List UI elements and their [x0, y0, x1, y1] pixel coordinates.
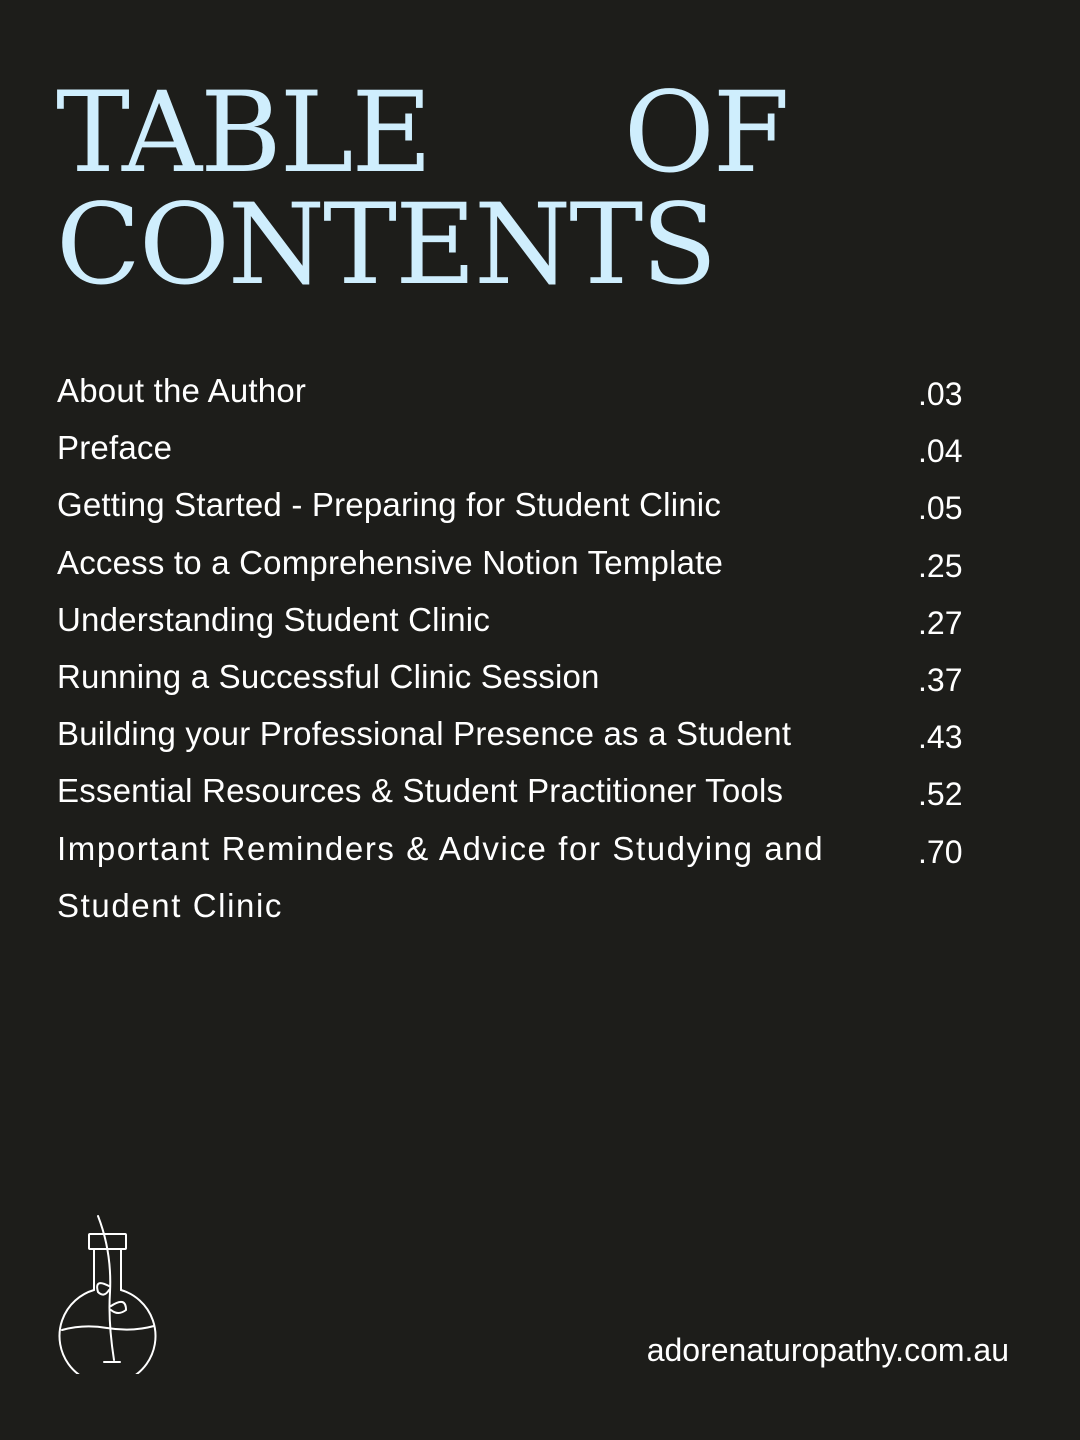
toc-item-label: Running a Successful Clinic Session: [57, 658, 600, 696]
toc-item[interactable]: [57, 534, 997, 591]
page-title: [56, 69, 788, 310]
website-url[interactable]: adorenaturopathy.com.au: [646, 1332, 1009, 1368]
toc-item-page: .25: [918, 547, 963, 584]
table-of-contents: [57, 362, 997, 934]
toc-item[interactable]: [57, 820, 997, 934]
toc-item-label: Building your Professional Presence as a Student: [57, 715, 792, 753]
toc-item[interactable]: [57, 419, 997, 476]
toc-item-label: Getting Started - Preparing for Student Clinic: [57, 486, 722, 524]
toc-item[interactable]: [57, 762, 997, 819]
flask-with-sprout-icon: [54, 1212, 160, 1374]
toc-item-label: Important Reminders & Advice for Studying and Student Clinic: [57, 829, 825, 924]
toc-item[interactable]: [57, 705, 997, 762]
toc-item[interactable]: [57, 362, 997, 419]
toc-item-page: .43: [918, 719, 963, 756]
toc-item-page: .04: [918, 433, 963, 470]
toc-item-label: About the Author: [57, 372, 307, 409]
toc-item[interactable]: [57, 648, 997, 705]
toc-item-page: .70: [918, 833, 963, 870]
toc-item-label: Understanding Student Clinic: [57, 600, 491, 638]
toc-item[interactable]: [57, 476, 997, 533]
toc-item-label: Access to a Comprehensive Notion Template: [57, 543, 724, 581]
toc-item-page: .03: [918, 376, 963, 412]
toc-item-page: .37: [918, 662, 963, 699]
toc-item[interactable]: [57, 591, 997, 648]
toc-item-page: .05: [918, 490, 963, 527]
toc-item-page: .52: [918, 776, 963, 813]
toc-item-label: Essential Resources & Student Practitioner Tools: [57, 772, 784, 810]
title-line-2: CONTENTS: [56, 181, 716, 310]
toc-item-label: Preface: [57, 429, 173, 467]
title-line-1: TABLE OF: [56, 69, 788, 198]
toc-item-page: .27: [918, 604, 963, 641]
